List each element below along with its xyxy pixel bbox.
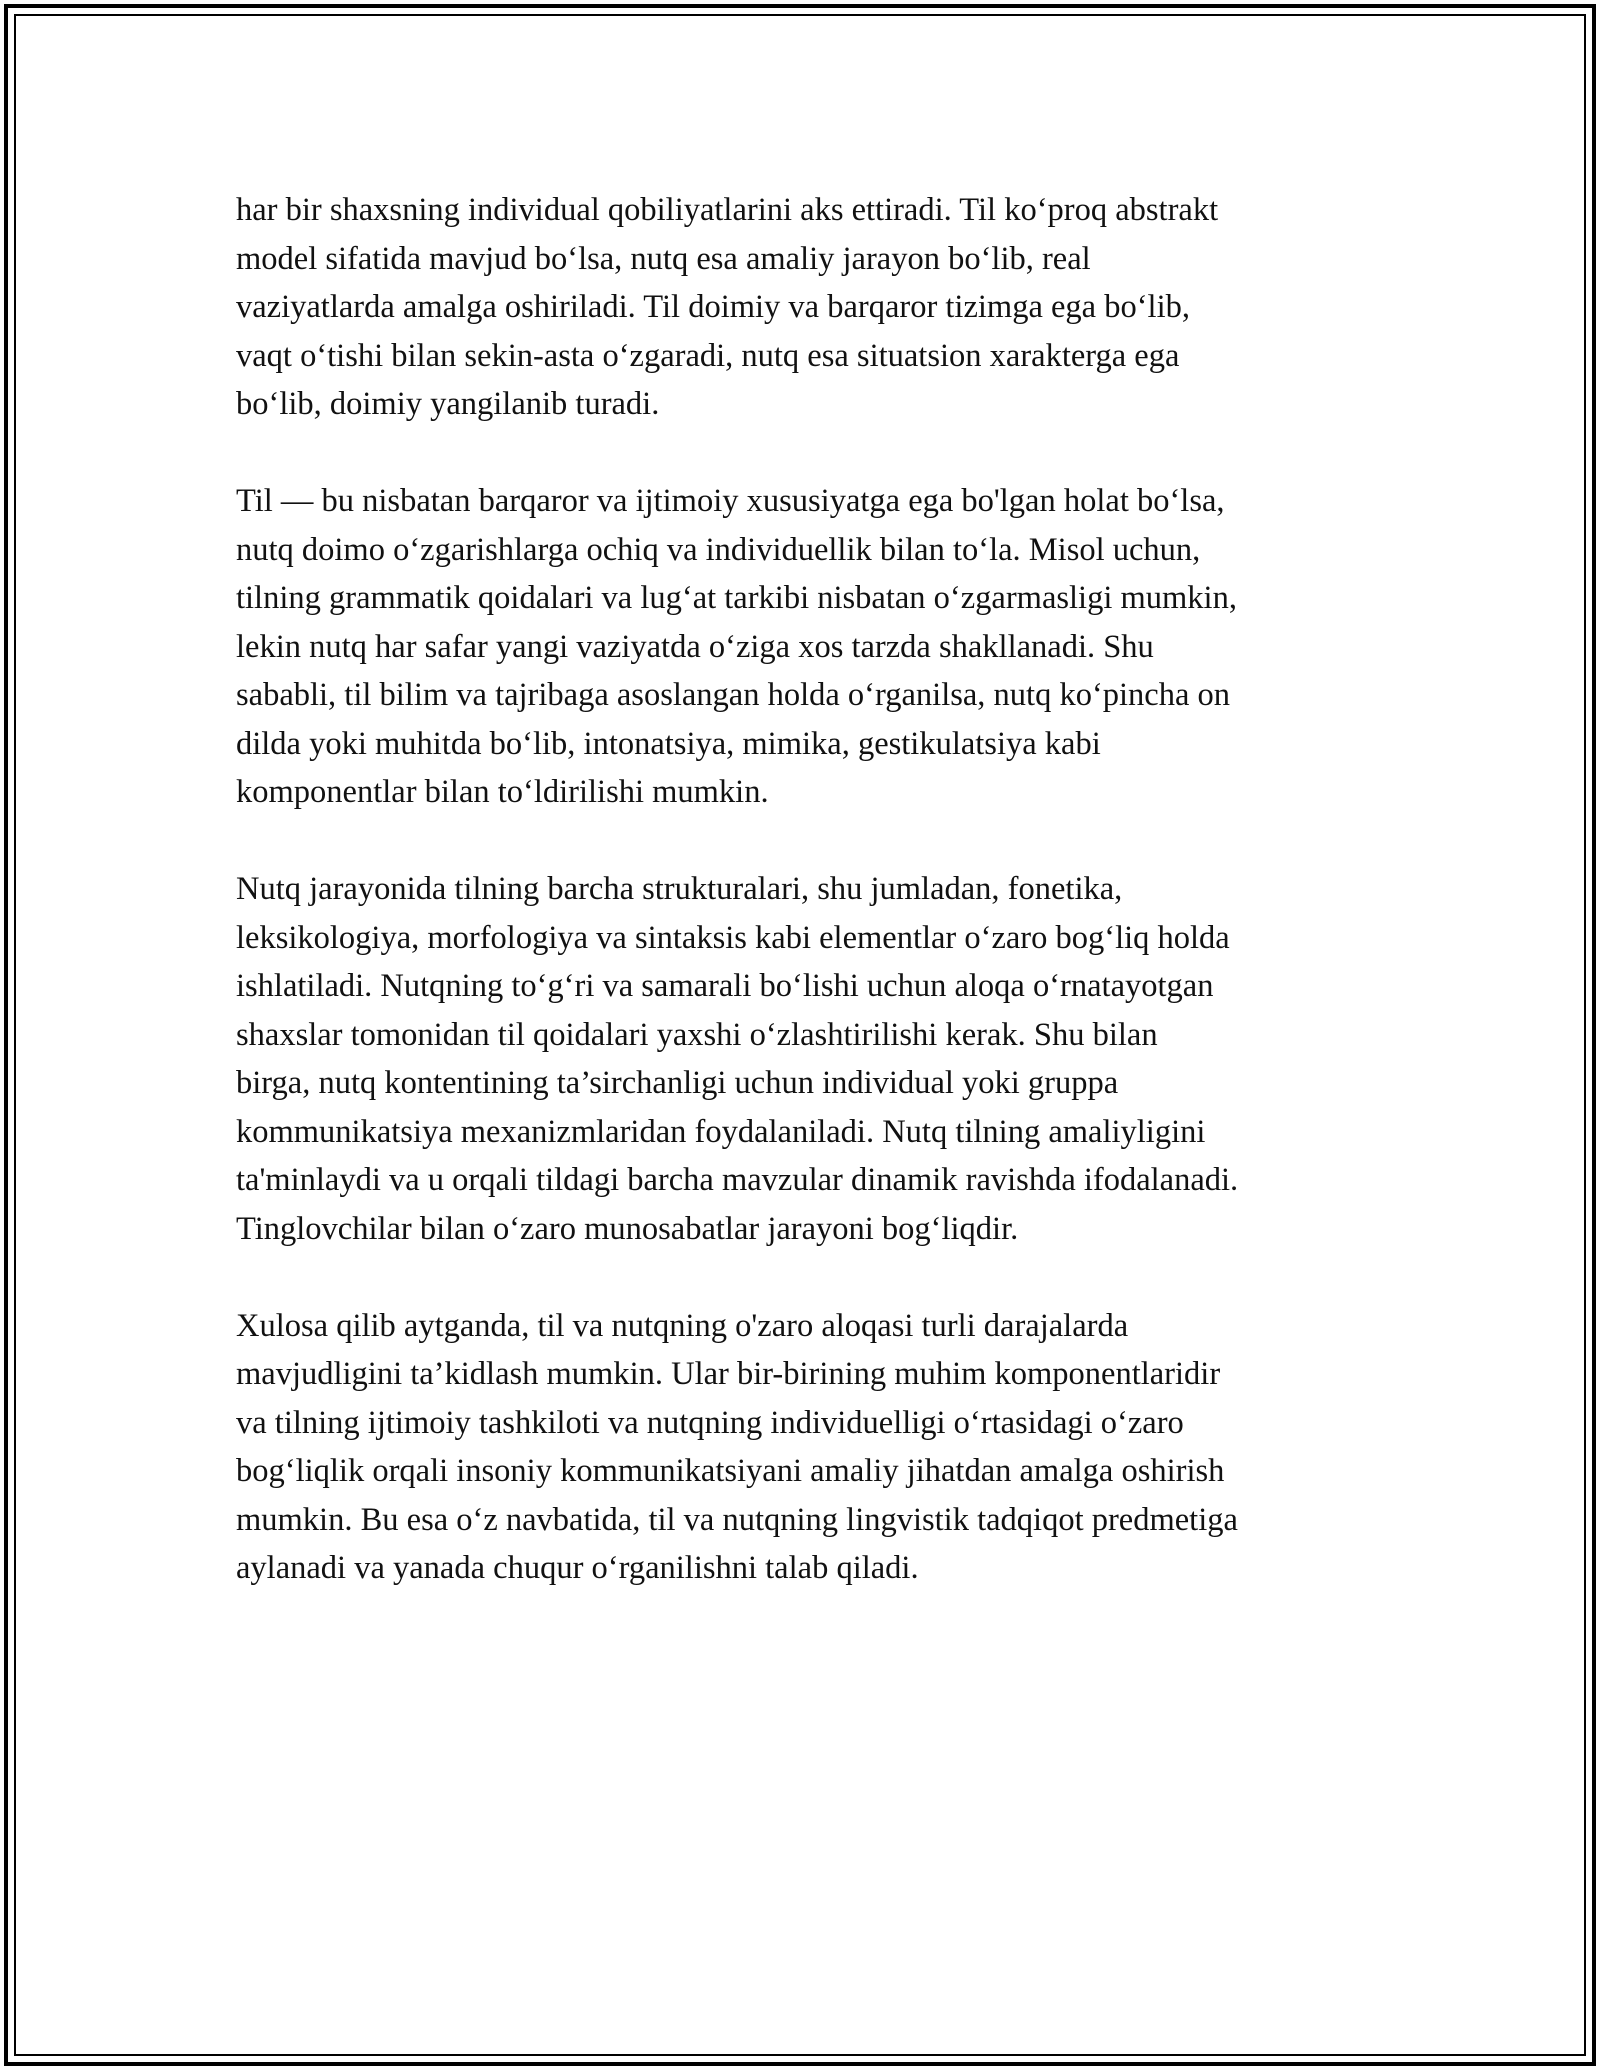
document-body: [236, 186, 1376, 1641]
paragraph-1: har bir shaxsning individual qobiliyatlarini aks ettiradi. Til ko‘proq abstrakt model sifatida mavjud bo‘lsa, nutq esa amaliy jarayon bo‘lib, real vaziyatlarda amalga oshiriladi. Til doimiy va barqaror tizimga ega bo‘lib, vaqt o‘tishi bilan sekin-asta o‘zgaradi, nutq esa situatsion xarakterga ega bo‘lib, doimiy yangilanib turadi.: [236, 192, 1219, 422]
paragraph-4: Xulosa qilib aytganda, til va nutqning o'zaro aloqasi turli darajalarda mavjudligini ta’kidlash mumkin. Ular bir-birining muhim komponentlaridir va tilning ijtimoiy tashkiloti va nutqning individuelligi o‘rtasidagi o‘zaro bog‘liqlik orqali insoniy kommunikatsiyani amaliy jihatdan amalga oshirish mumkin. Bu esa o‘z navbatida, til va nutqning lingvistik tadqiqot predmetiga aylanadi va yanada chuqur o‘rganilishni talab qiladi.: [236, 1307, 1238, 1586]
paragraph-3: Nutq jarayonida tilning barcha strukturalari, shu jumladan, fonetika, leksikologiya, morfologiya va sintaksis kabi elementlar o‘zaro bog‘liq holda ishlatiladi. Nutqning to‘g‘ri va samarali bo‘lishi uchun aloqa o‘rnatayotgan shaxslar tomonidan til qoidalari yaxshi o‘zlashtirilishi kerak. Shu bilan birga, nutq kontentining ta’sirchanligi uchun individual yoki gruppa kommunikatsiya mexanizmlaridan foydalaniladi. Nutq tilning amaliyligini ta'minlaydi va u orqali tildagi barcha mavzular dinamik ravishda ifodalanadi. Tinglovchilar bilan o‘zaro munosabatlar jarayoni bog‘liqdir.: [236, 871, 1239, 1247]
paragraph-2: Til — bu nisbatan barqaror va ijtimoiy xususiyatga ega bo'lgan holat bo‘lsa, nutq doimo o‘zgarishlarga ochiq va individuellik bilan to‘la. Misol uchun, tilning grammatik qoidalari va lug‘at tarkibi nisbatan o‘zgarmasligi mumkin, lekin nutq har safar yangi vaziyatda o‘ziga xos tarzda shakllanadi. Shu sababli, til bilim va tajribaga asoslangan holda o‘rganilsa, nutq ko‘pincha on dilda yoki muhitda bo‘lib, intonatsiya, mimika, gestikulatsiya kabi komponentlar bilan to‘ldirilishi mumkin.: [236, 483, 1237, 810]
